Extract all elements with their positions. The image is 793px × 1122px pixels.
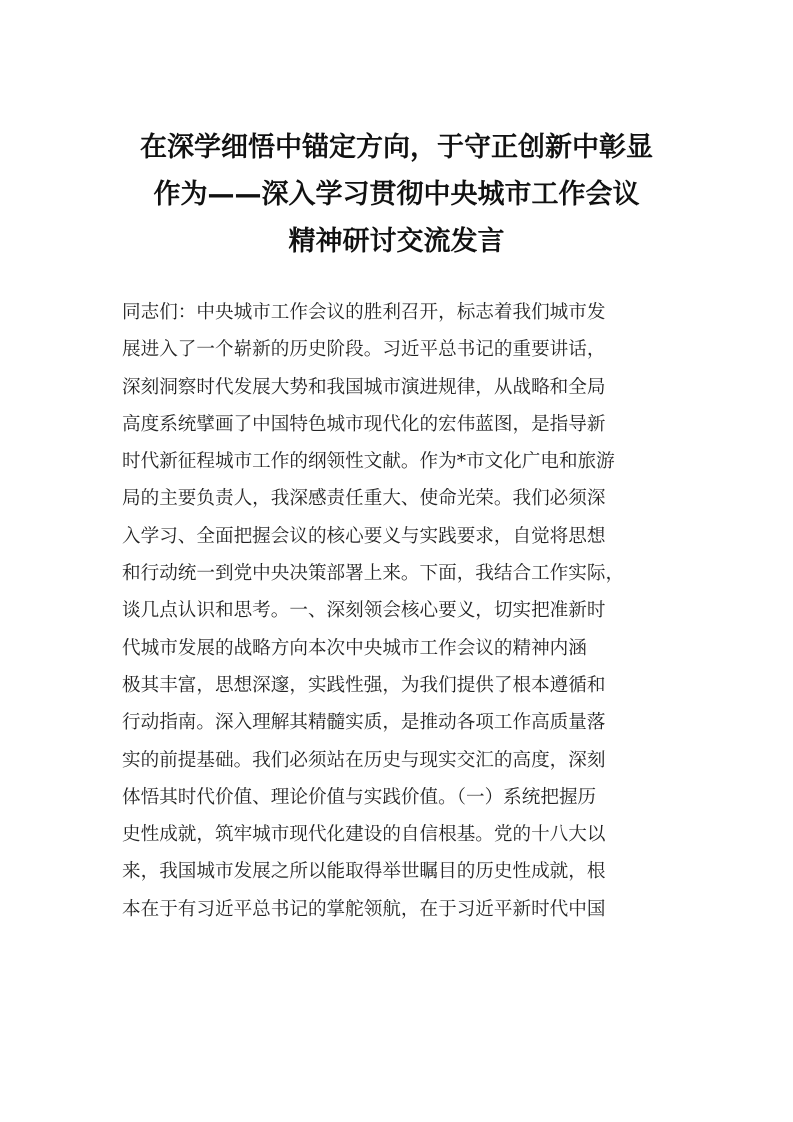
title-line-1: 在深学细悟中锚定方向，于守正创新中彰显 xyxy=(140,132,653,163)
body-line: 实的前提基础。我们必须站在历史与现实交汇的高度，深刻 xyxy=(122,749,606,771)
body-line: 代城市发展的战略方向本次中央城市工作会议的精神内涵 xyxy=(122,637,587,659)
body-line: 展进入了一个崭新的历史阶段。习近平总书记的重要讲话， xyxy=(122,339,606,361)
body-line: 深刻洞察时代发展大势和我国城市演进规律，从战略和全局 xyxy=(122,376,606,398)
body-line: 和行动统一到党中央决策部署上来。下面，我结合工作实际， xyxy=(122,563,625,585)
body-line: 史性成就，筑牢城市现代化建设的自信根基。党的十八大以 xyxy=(122,824,606,846)
body-line: 行动指南。深入理解其精髓实质，是推动各项工作高质量落 xyxy=(122,712,606,734)
body-line: 本在于有习近平总书记的掌舵领航，在于习近平新时代中国 xyxy=(122,898,606,920)
body-line: 谈几点认识和思考。一、深刻领会核心要义，切实把准新时 xyxy=(122,600,606,622)
title-line-2: 作为——深入学习贯彻中央城市工作会议 xyxy=(153,179,640,210)
body-line: 时代新征程城市工作的纲领性文献。作为*市文化广电和旅游 xyxy=(122,451,615,473)
body-line: 高度系统擘画了中国特色城市现代化的宏伟蓝图，是指导新 xyxy=(122,413,606,435)
body-line: 局的主要负责人，我深感责任重大、使命光荣。我们必须深 xyxy=(122,488,606,510)
body-line: 极其丰富，思想深邃，实践性强，为我们提供了根本遵循和 xyxy=(122,674,606,696)
document-body xyxy=(122,294,674,928)
title-line-3: 精神研讨交流发言 xyxy=(288,226,505,257)
body-line: 来，我国城市发展之所以能取得举世瞩目的历史性成就，根 xyxy=(122,861,606,883)
body-line: 同志们：中央城市工作会议的胜利召开，标志着我们城市发 xyxy=(122,302,606,323)
body-line: 入学习、全面把握会议的核心要义与实践要求，自觉将思想 xyxy=(122,525,606,547)
document-title xyxy=(100,124,693,265)
body-line: 体悟其时代价值、理论价值与实践价值。（一）系统把握历 xyxy=(122,786,597,808)
